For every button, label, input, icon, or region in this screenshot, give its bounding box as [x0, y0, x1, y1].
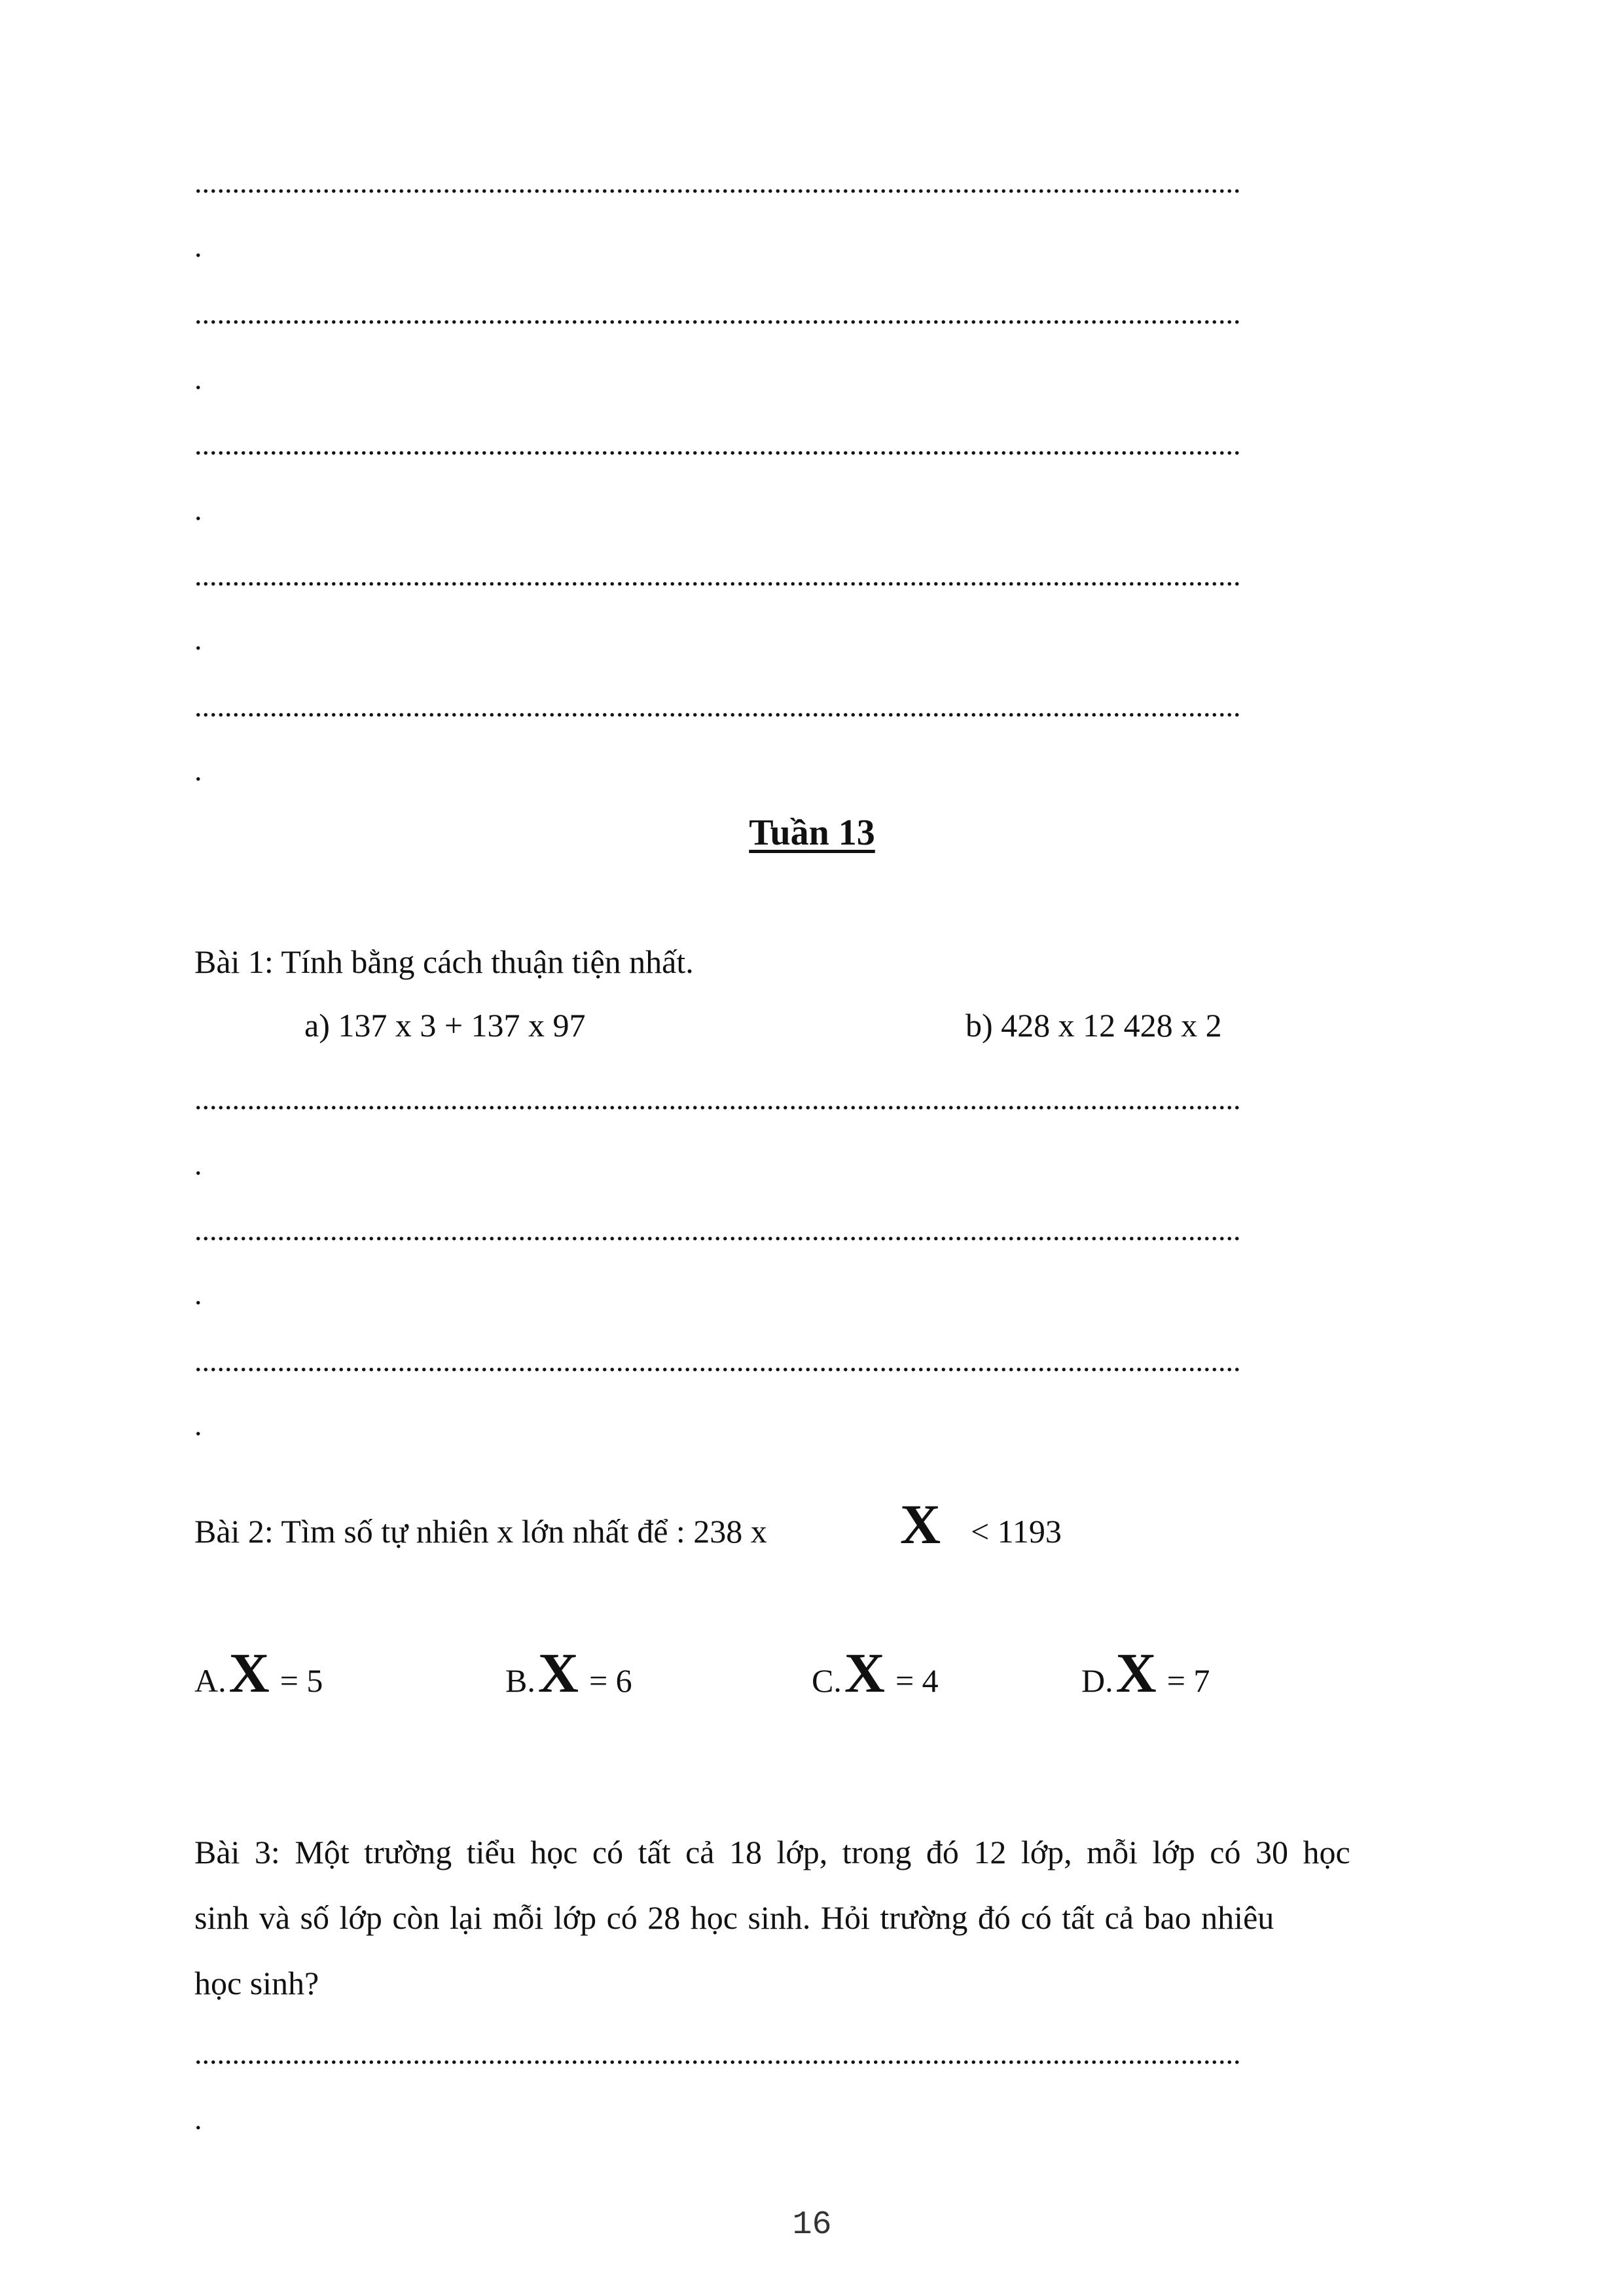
answer-line: ...........................................................................................................................................: [194, 689, 1241, 723]
option-c: [812, 1640, 939, 1705]
bai3-line-1: Bài 3: Một trường tiểu học có tất cả 18 lớp, trong đó 12 lớp, mỗi lớp có 30 học: [194, 1834, 1350, 1870]
variable-x-symbol: X: [537, 1641, 579, 1704]
answer-line: ...........................................................................................................................................: [194, 1344, 1241, 1377]
page-number: 16: [792, 2206, 832, 2244]
bai1-part-a: a) 137 x 3 + 137 x 97: [304, 1007, 586, 1044]
option-label: A.: [194, 1662, 226, 1699]
option-label: D.: [1081, 1662, 1113, 1699]
answer-line-end: .: [194, 754, 202, 787]
bai1-heading: Bài 1: Tính bằng cách thuận tiện nhất.: [194, 943, 694, 980]
bai3-line-2: sinh và số lớp còn lại mỗi lớp có 28 học sinh. Hỏi trường đó có tất cả bao nhiêu: [194, 1899, 1274, 1936]
option-value: = 6: [588, 1662, 632, 1699]
option-value: = 7: [1166, 1662, 1210, 1699]
answer-line-end: .: [194, 623, 202, 656]
option-label: B.: [505, 1662, 535, 1699]
option-b: [505, 1640, 632, 1705]
answer-line: ...........................................................................................................................................: [194, 1082, 1241, 1116]
variable-x-symbol: X: [1115, 1641, 1157, 1704]
option-d: [1081, 1640, 1210, 1705]
answer-line-end: .: [194, 2102, 202, 2136]
variable-x-symbol: X: [844, 1641, 885, 1704]
answer-line: ...........................................................................................................................................: [194, 428, 1241, 461]
bai2-inequality: < 1193: [971, 1513, 1062, 1550]
option-value: = 5: [280, 1662, 323, 1699]
answer-line: ...........................................................................................................................................: [194, 558, 1241, 592]
answer-line-end: .: [194, 1148, 202, 1181]
answer-line: ...........................................................................................................................................: [194, 2037, 1241, 2070]
answer-line-end: .: [194, 1277, 202, 1311]
option-a: [194, 1640, 323, 1705]
variable-x-symbol: X: [900, 1493, 941, 1556]
answer-line-end: .: [194, 1408, 202, 1442]
bai1-part-b: b) 428 x 12 428 x 2: [965, 1007, 1222, 1044]
answer-line-end: .: [194, 493, 202, 526]
variable-x-symbol: X: [228, 1641, 270, 1704]
bai3-line-3: học sinh?: [194, 1965, 319, 2001]
bai2-heading: Bài 2: Tìm số tự nhiên x lớn nhất để : 238 x: [194, 1513, 767, 1550]
answer-line-end: .: [194, 362, 202, 395]
answer-line: ...........................................................................................................................................: [194, 297, 1241, 330]
page-title: Tuần 13: [749, 812, 875, 853]
answer-line: ...........................................................................................................................................: [194, 166, 1241, 199]
option-value: = 4: [895, 1662, 939, 1699]
answer-line: ...........................................................................................................................................: [194, 1213, 1241, 1247]
option-label: C.: [812, 1662, 842, 1699]
answer-line-end: .: [194, 230, 202, 263]
